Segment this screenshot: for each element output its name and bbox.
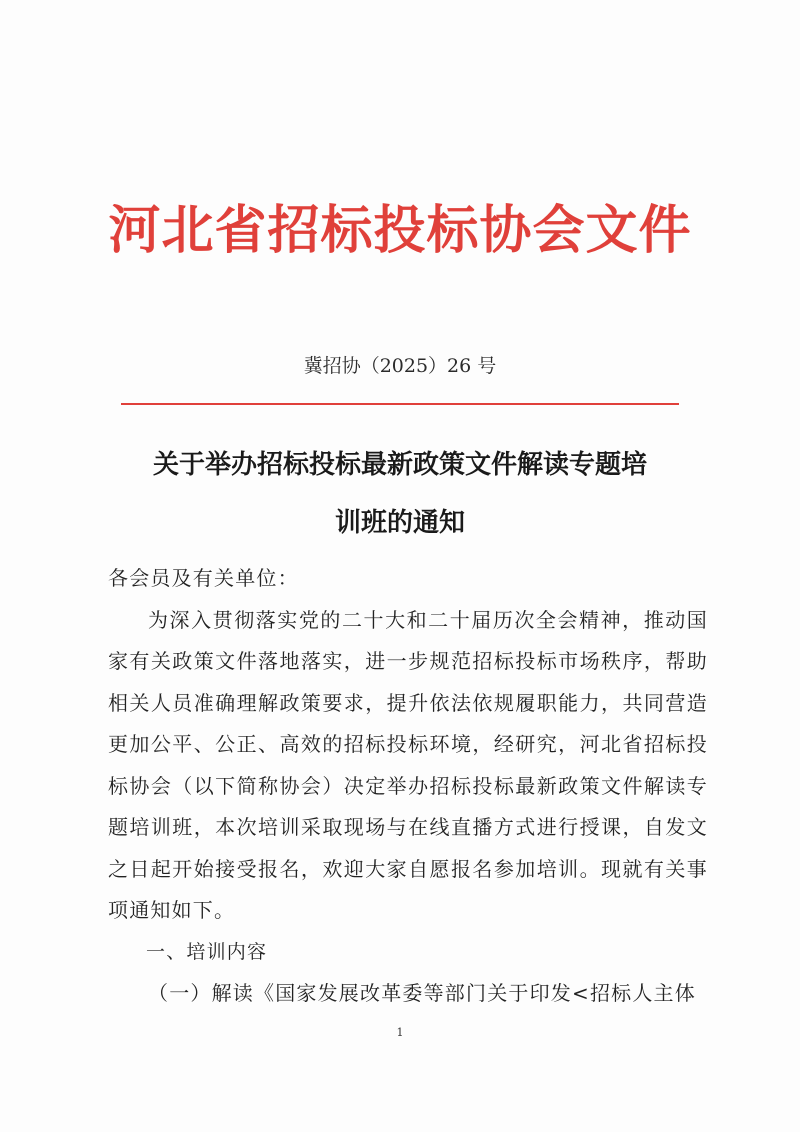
salutation: 各会员及有关单位： — [108, 566, 299, 590]
section-heading: 一、培训内容 — [146, 940, 268, 963]
body-paragraph: 为深入贯彻落实党的二十大和二十届历次全会精神，推动国家有关政策文件落地落实，进一步规范招标投标市场秩序，帮助相关人员准确理解政策要求，提升依法依规履职能力，共同营造更加公平、公正、高效的招标投标环境，经研究，河北省招标投标协会（以下简称协会）决定举办招标投标最新政策文件解读专题培训班，本次培训采取现场与在线直播方式进行授课，自发文之日起开始接受报名，欢迎大家自愿报名参加培训。现就有关事项通知如下。 — [108, 607, 708, 922]
masthead-title: 河北省招标投标协会文件 — [108, 200, 692, 261]
red-divider-line — [121, 403, 679, 405]
notice-title — [100, 436, 700, 552]
document-number: 冀招协（2025）26 号 — [303, 355, 497, 377]
notice-title-line-2: 训班的通知 — [334, 508, 465, 538]
notice-title-line-1: 关于举办招标投标最新政策文件解读专题培 — [152, 450, 647, 480]
list-item: （一）解读《国家发展改革委等部门关于印发<招标人主体 — [148, 981, 696, 1005]
document-body — [108, 558, 708, 1015]
page-number: 1 — [396, 1026, 404, 1039]
